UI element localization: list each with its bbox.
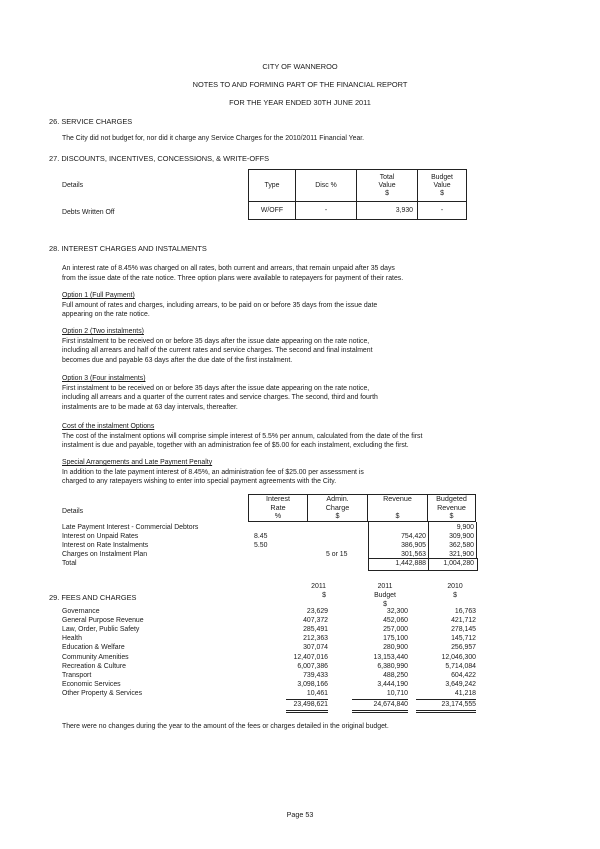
org-name: CITY OF WANNEROO [262,62,338,71]
table-row-2010: 3,649,242 [445,680,476,688]
s28-budget-divider-right [476,522,477,558]
s28-cost: Cost of the instalment Options The cost of the instalment options will comprise simple interest of 5.5% per annum, calculated from the date of the first instalment is due and payable, together with an administration fee of $5.00 for each instalment, excluding the first. [62,423,423,450]
table-row-2010: 145,712 [451,635,476,643]
s29-heading: 29. FEES AND CHARGES [49,593,137,602]
s29-col-2010: 2010 [447,583,463,590]
table-row-admin: 5 or 15 [326,551,348,558]
table-row-label: Late Payment Interest - Commercial Debtors [62,524,199,531]
table-row-label: Governance [62,608,100,615]
table-row-label: Recreation & Culture [62,662,126,670]
table-row-2011: 212,363 [303,635,328,643]
table-row-2011: 285,491 [303,626,328,634]
s28-option3: Option 3 (Four instalments) First instalment to be received on or before 35 days after the issue date appearing on the rate notice, including all arrears and a quarter of the current rates and service charges. The second, third and fourth instalments are to be made at 63 day intervals, thereafter. [62,375,378,411]
s29-col-budget: Budget [374,592,396,599]
s29-col-2011-unit: $ [322,592,326,599]
table-row-2011: 3,098,166 [297,680,328,688]
s26-heading: 26. SERVICE CHARGES [49,117,133,126]
s29-total-line-2011 [286,699,328,700]
table-row-budget: 32,300 [386,608,408,615]
table-row-budget: 13,153,440 [373,653,408,661]
s27-heading: 27. DISCOUNTS, INCENTIVES, CONCESSIONS, & WRITE-OFFS [49,154,270,163]
table-row-2011: 6,007,386 [297,662,328,670]
s29-total-line-2010 [416,699,476,700]
s28-total-label: Total [62,560,77,567]
s29-col-budget-unit: $ [383,601,387,608]
s27-col-disc: Disc % [296,170,357,202]
table-row-label: Transport [62,671,92,679]
table-row-revenue: 301,563 [401,551,426,558]
s27-row-budget: - [418,202,467,220]
s27-col-total: Total Value $ [357,170,418,202]
table-row-budget: 452,060 [383,617,408,625]
table-row-label: General Purpose Revenue [62,617,144,625]
report-period: FOR THE YEAR ENDED 30TH JUNE 2011 [229,98,371,107]
s27-col-budget: Budget Value $ [418,170,467,202]
table-row-label: Economic Services [62,680,121,688]
table-row-budget: 3,444,190 [377,680,408,688]
table-row-label: Education & Welfare [62,644,125,652]
s29-col-2011: 2011 [311,583,326,590]
s27-row-type: W/OFF [249,202,296,220]
s27-table [248,169,467,220]
s27-row-total: 3,930 [357,202,418,220]
s28-total-budget: 1,004,280 [443,560,474,567]
table-row-rate: 5.50 [254,542,268,549]
table-row-2010: 278,145 [451,626,476,634]
table-row-budget: 321,900 [449,551,474,558]
s29-col-budget-year: 2011 [377,583,393,590]
s28-total-revenue: 1,442,888 [395,560,426,567]
s28-heading: 28. INTEREST CHARGES AND INSTALMENTS [49,244,207,253]
table-row-budget: 362,580 [449,542,474,549]
table-row-revenue: 386,905 [401,542,426,549]
table-row-label: Charges on Instalment Plan [62,551,148,558]
table-row-budget: 280,900 [383,644,408,652]
s27-row-label: Debts Written Off [62,209,115,216]
s28-col-budget: Budgeted Revenue $ [428,494,476,522]
s27-col-type: Type [249,170,296,202]
table-row-2011: 10,461 [306,689,328,697]
table-row-revenue: 754,420 [401,533,426,540]
s28-table-details-label: Details [62,508,84,515]
s29-col-2010-unit: $ [453,592,457,599]
table-row-2011: 12,407,016 [293,653,328,661]
s29-note: There were no changes during the year to the amount of the fees or charges detailed in the original budget. [62,723,389,730]
s29-total-2010: 23,174,555 [441,701,476,708]
table-row-budget: 6,380,990 [377,662,408,670]
table-row-budget: 257,000 [383,626,408,634]
table-row-label: Interest on Rate Instalments [62,542,149,549]
table-row-label: Health [62,635,82,643]
page-number: Page 53 [286,810,314,819]
table-row-2010: 256,957 [451,644,476,652]
s28-col-rate: Interest Rate % [248,494,308,522]
s28-col-revenue: Revenue $ [368,494,428,522]
s27-details-label: Details [62,182,84,189]
table-row-budget: 10,710 [386,689,408,697]
s29-total-2011: 23,498,621 [293,701,328,708]
table-row-budget: 9,900 [456,524,474,531]
s28-option2: Option 2 (Two instalments) First instalment to be received on or before 35 days after the issue date appearing on the rate notice, including all arrears and half of the current rates and service charges. The second and final instalment becomes due and payable 63 days after the due date of the first instalment. [62,328,373,364]
report-title: NOTES TO AND FORMING PART OF THE FINANCIAL REPORT [192,80,408,89]
table-row-2010: 604,422 [451,671,476,679]
s28-col-admin: Admin. Charge $ [308,494,368,522]
table-row-2010: 16,763 [454,608,476,615]
s29-double-line-2011 [286,710,328,713]
s29-double-line-2010 [416,710,476,713]
table-row-label: Law, Order, Public Safety [62,626,140,634]
s27-row-disc: - [296,202,357,220]
table-row-2010: 421,712 [451,617,476,625]
table-row-budget: 488,250 [383,671,408,679]
table-row-label: Interest on Unpaid Rates [62,533,139,540]
table-row-2010: 41,218 [454,689,476,697]
table-row-label: Other Property & Services [62,689,143,697]
table-row-2010: 12,046,300 [441,653,476,661]
table-row-2011: 307,074 [303,644,328,652]
s29-total-line-budget [352,699,408,700]
table-row-budget: 175,100 [383,635,408,643]
s29-double-line-budget [352,710,408,713]
table-row-rate: 8.45 [254,533,268,540]
s28-option1: Option 1 (Full Payment) Full amount of rates and charges, including arrears, to be paid on or before 35 days from the issue date appearing on the rate notice. [62,292,378,319]
table-row-label: Community Amenities [62,653,129,661]
table-row-2011: 407,372 [303,617,328,625]
s29-total-budget: 24,674,840 [373,701,408,708]
table-row-2010: 5,714,084 [445,662,476,670]
s28-special: Special Arrangements and Late Payment Penalty In addition to the late payment interest of 8.45%, an administration fee of $25.00 per assessment is charged to any ratepayers wishing to enter into special payment agreements with the City. [62,459,364,486]
table-row-2011: 23,629 [306,608,328,615]
table-row-2011: 739,433 [303,671,328,679]
table-row-budget: 309,900 [449,533,474,540]
s28-intro: An interest rate of 8.45% was charged on all rates, both current and arrears, that remain unpaid after 35 days from the issue date of the rate notice. Three option plans were available to ratepayers for payment of their rates. [62,265,404,282]
s26-text: The City did not budget for, nor did it charge any Service Charges for the 2010/2011 Financial Year. [62,135,365,142]
